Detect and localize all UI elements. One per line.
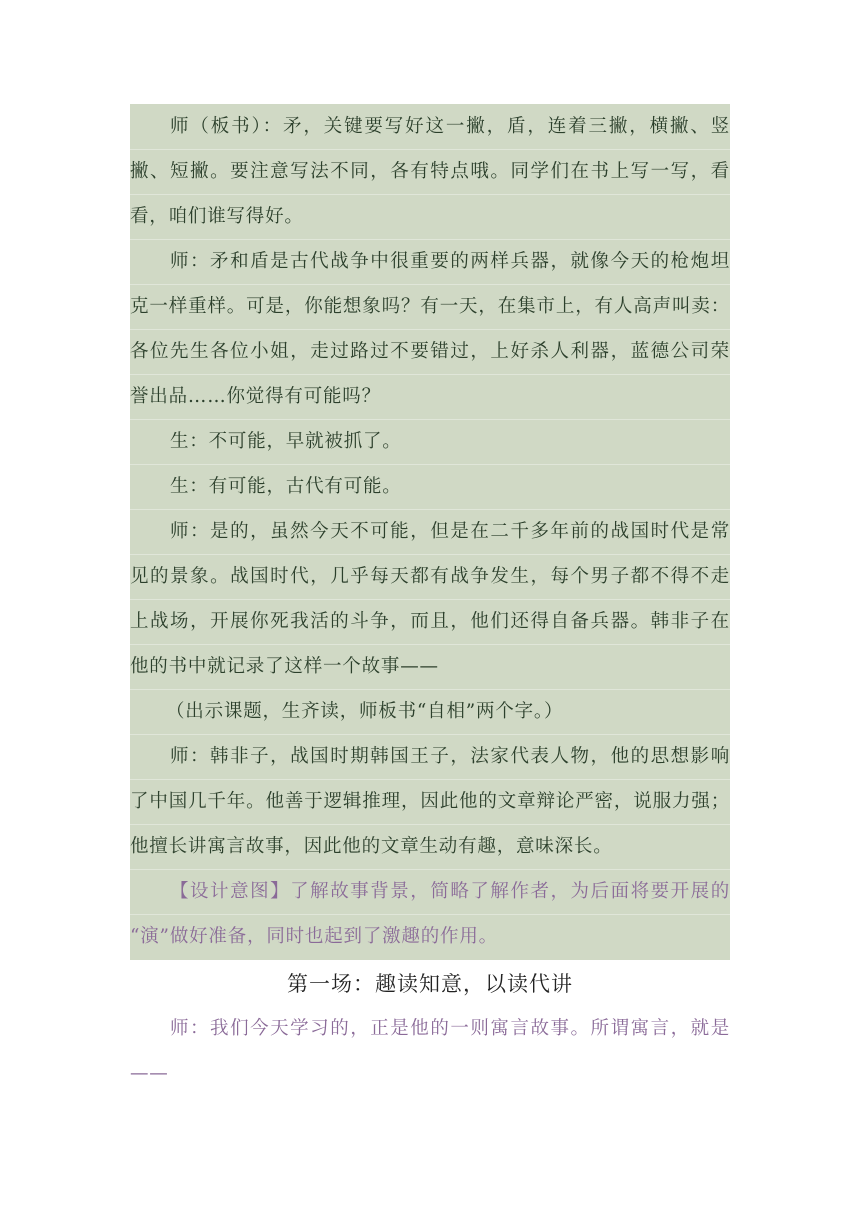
paragraph-line: 他的书中就记录了这样一个故事——	[130, 644, 730, 690]
paragraph-line: 上战场，开展你死我活的斗争，而且，他们还得自备兵器。韩非子在	[130, 599, 730, 645]
design-note-line: “演”做好准备，同时也起到了激趣的作用。	[130, 926, 498, 947]
stage-direction-line: （出示课题，生齐读，师板书“自相”两个字。）	[130, 689, 730, 735]
paragraph-line: 师：韩非子，战国时期韩国王子，法家代表人物，他的思想影响	[130, 734, 730, 780]
paragraph-line: 看，咱们谁写得好。	[130, 194, 730, 240]
paragraph-line: 誉出品……你觉得有可能吗？	[130, 374, 730, 420]
paragraph-line: 见的景象。战国时代，几乎每天都有战争发生，每个男子都不得不走	[130, 554, 730, 600]
paragraph-line: 他擅长讲寓言故事，因此他的文章生动有趣，意味深长。	[130, 824, 730, 870]
student-answer-line: 生：有可能，古代有可能。	[130, 464, 730, 510]
paragraph-line: 各位先生各位小姐，走过路过不要错过，上好杀人利器，蓝德公司荣	[130, 329, 730, 375]
design-note-line: 【设计意图】了解故事背景，简略了解作者，为后面将要开展的	[130, 869, 730, 915]
paragraph-line: 师：矛和盾是古代战争中很重要的两样兵器，就像今天的枪炮坦	[130, 239, 730, 285]
paragraph-line: 撇、短撇。要注意写法不同，各有特点哦。同学们在书上写一写，看	[130, 149, 730, 195]
paragraph-line: 克一样重样。可是，你能想象吗？有一天，在集市上，有人高声叫卖：	[130, 284, 730, 330]
paragraph-line: ——	[130, 1063, 169, 1084]
student-answer-line: 生：不可能，早就被抓了。	[130, 419, 730, 465]
paragraph-line: 了中国几千年。他善于逻辑推理，因此他的文章辩论严密，说服力强；	[130, 779, 730, 825]
paragraph-line: 师：我们今天学习的，正是他的一则寓言故事。所谓寓言，就是	[170, 1018, 730, 1039]
paragraph-line: 师：是的，虽然今天不可能，但是在二千多年前的战国时代是常	[130, 509, 730, 555]
paragraph-line: 师（板书）：矛，关键要写好这一撇，盾，连着三撇，横撇、竖	[130, 104, 730, 150]
scene-title: 第一场：趣读知意，以读代讲	[287, 972, 573, 996]
